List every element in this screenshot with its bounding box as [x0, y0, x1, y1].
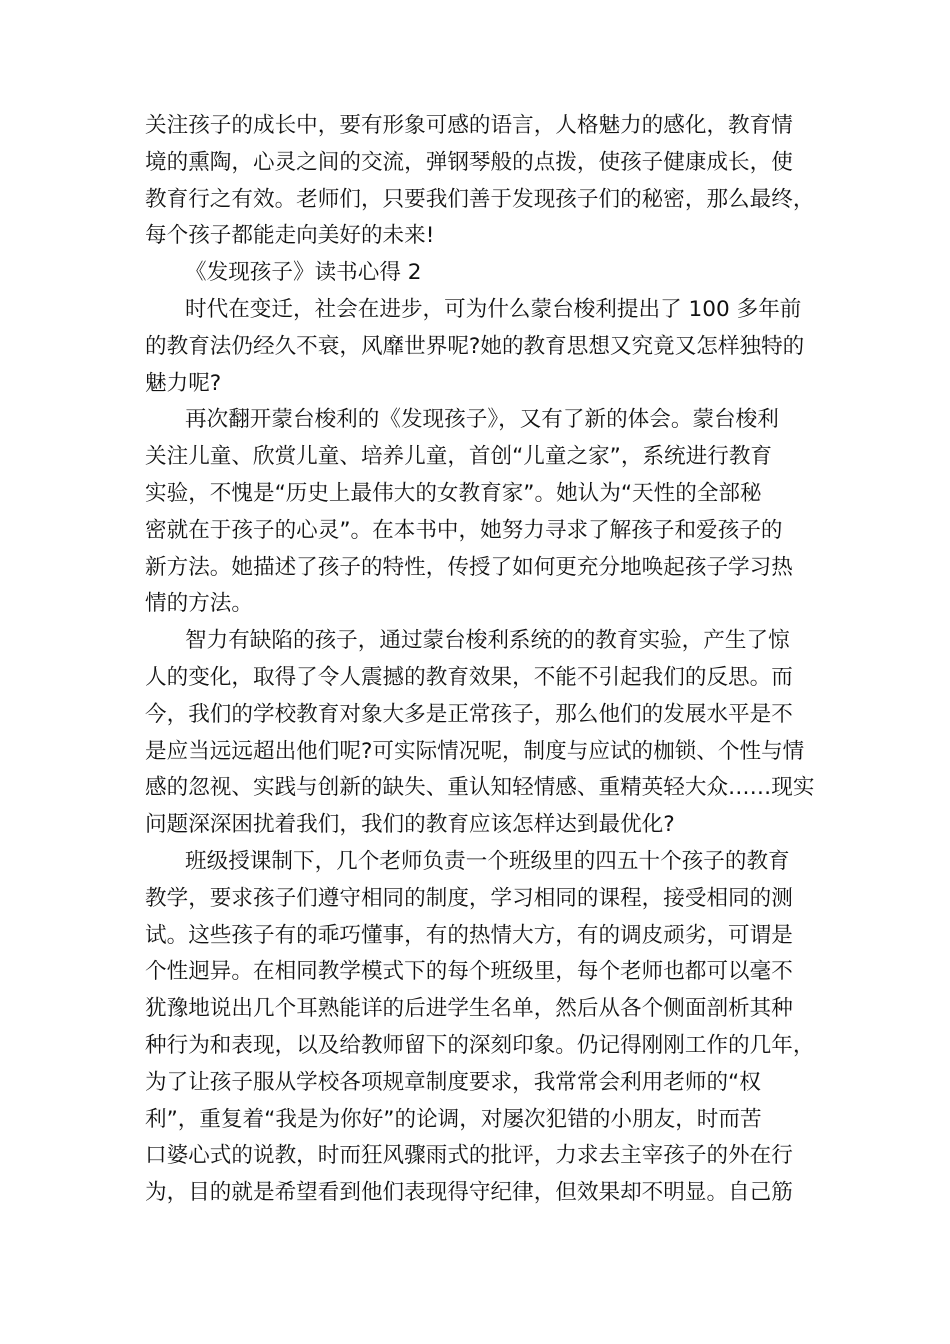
text-line: 今，我们的学校教育对象大多是正常孩子，那么他们的发展水平是不 — [145, 701, 793, 727]
text-line: 问题深深困扰着我们，我们的教育应该怎样达到最优化? — [145, 812, 675, 838]
text-line: 教学，要求孩子们遵守相同的制度，学习相同的课程，接受相同的测 — [145, 885, 793, 911]
text-line: 密就在于孩子的心灵”。在本书中，她努力寻求了解孩子和爱孩子的 — [145, 517, 783, 543]
text-line: 犹豫地说出几个耳熟能详的后进学生名单，然后从各个侧面剖析其种 — [145, 996, 793, 1022]
text-line: 教育行之有效。老师们，只要我们善于发现孩子们的秘密，那么最终， — [145, 186, 815, 212]
text-line: 关注儿童、欣赏儿童、培养儿童，首创“儿童之家”，系统进行教育 — [145, 444, 773, 470]
text-line: 个性迥异。在相同教学模式下的每个班级里，每个老师也都可以毫不 — [145, 959, 793, 985]
text-line: 班级授课制下，几个老师负责一个班级里的四五十个孩子的教育 — [185, 848, 790, 874]
text-line: 口婆心式的说教，时而狂风骤雨式的批评，力求去主宰孩子的外在行 — [145, 1143, 793, 1169]
text-line: 关注孩子的成长中，要有形象可感的语言，人格魅力的感化，教育情 — [145, 113, 793, 138]
text-line: 种行为和表现，以及给教师留下的深刻印象。仍记得刚刚工作的几年， — [145, 1032, 815, 1058]
text-line: 为，目的就是希望看到他们表现得守纪律，但效果却不明显。自己筋 — [145, 1180, 793, 1206]
text-line: 智力有缺陷的孩子，通过蒙台梭利系统的的教育实验，产生了惊 — [185, 628, 790, 654]
text-line: 的教育法仍经久不衰，风靡世界呢?她的教育思想又究竟又怎样独特的 — [145, 333, 805, 359]
text-line: 试。这些孩子有的乖巧懂事，有的热情大方，有的调皮顽劣，可谓是 — [145, 922, 793, 948]
text-line: 境的熏陶，心灵之间的交流，弹钢琴般的点拨，使孩子健康成长，使 — [145, 149, 793, 175]
text-line: 情的方法。 — [145, 591, 253, 617]
body-text — [145, 108, 815, 1212]
text-line: 为了让孩子服从学校各项规章制度要求，我常常会利用老师的“权 — [145, 1069, 761, 1095]
text-line: 实验，不愧是“历史上最伟大的女教育家”。她认为“天性的全部秘 — [145, 480, 762, 506]
text-line: 感的忽视、实践与创新的缺失、重认知轻情感、重精英轻大众……现实 — [145, 775, 815, 801]
text-line: 再次翻开蒙台梭利的《发现孩子》，又有了新的体会。蒙台梭利 — [185, 407, 779, 433]
text-line: 新方法。她描述了孩子的特性，传授了如何更充分地唤起孩子学习热 — [145, 554, 793, 580]
text-line: 是应当远远超出他们呢?可实际情况呢，制度与应试的枷锁、个性与情 — [145, 738, 805, 764]
text-line: 人的变化，取得了令人震撼的教育效果，不能不引起我们的反思。而 — [145, 664, 793, 690]
text-line: 每个孩子都能走向美好的未来! — [145, 223, 435, 249]
text-line: 时代在变迁，社会在进步，可为什么蒙台梭利提出了 100 多年前 — [185, 296, 802, 322]
section-heading: 《发现孩子》读书心得 2 — [185, 260, 422, 286]
text-line: 利”，重复着“我是为你好”的论调，对屡次犯错的小朋友，时而苦 — [145, 1106, 762, 1132]
text-line: 魅力呢? — [145, 370, 222, 396]
